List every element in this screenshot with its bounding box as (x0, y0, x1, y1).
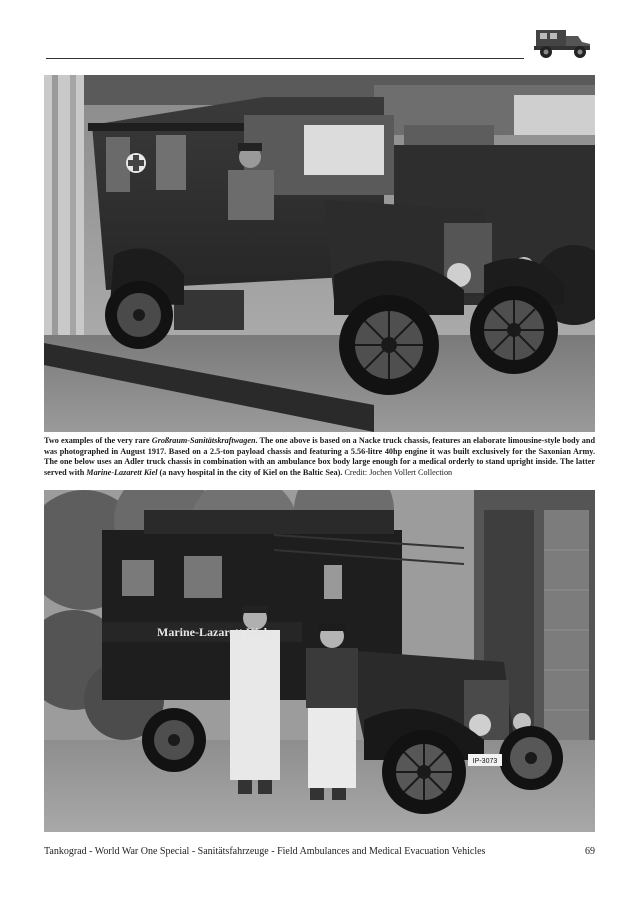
caption-italic-1: Großraum-Sanitätskraftwagen (151, 436, 256, 445)
caption-text-2: . The one above is based on a Nacke truck chassis, features an elaborate limousine-style body and was photographed in August 1917. Based on a 2.5-ton payload chassis and featuring a 5.56-litre 40hp engine it was built exclusively for the Saxonian Army. The one below uses an Adler truck chassis in combination with an ambulance box body large enough for a medical orderly to stand upright inside. The latter served with (44, 436, 595, 477)
vehicle-sign-marine-lazarett: Marine-Lazarett Kiel. (157, 625, 271, 639)
caption-text-3: (a navy hospital in the city of Kiel on the Baltic Sea). (157, 467, 343, 477)
caption-italic-2: Marine-Lazarett Kiel (86, 467, 158, 477)
header-rule (46, 58, 524, 59)
photo-nacke-ambulance (44, 75, 595, 432)
footer-title: Tankograd - World War One Special - Sanitätsfahrzeuge - Field Ambulances and Medical Evacuation Vehicles (44, 846, 486, 857)
photo-caption (44, 436, 595, 478)
photo-credit: Credit: Jochen Vollert Collection (342, 467, 453, 477)
license-plate: IP-3073 (472, 758, 498, 765)
page-number: 69 (585, 846, 595, 857)
caption-text-1: Two examples of the very rare (44, 436, 152, 445)
vehicle-logo-icon (532, 24, 594, 60)
photo-adler-ambulance (44, 490, 595, 832)
